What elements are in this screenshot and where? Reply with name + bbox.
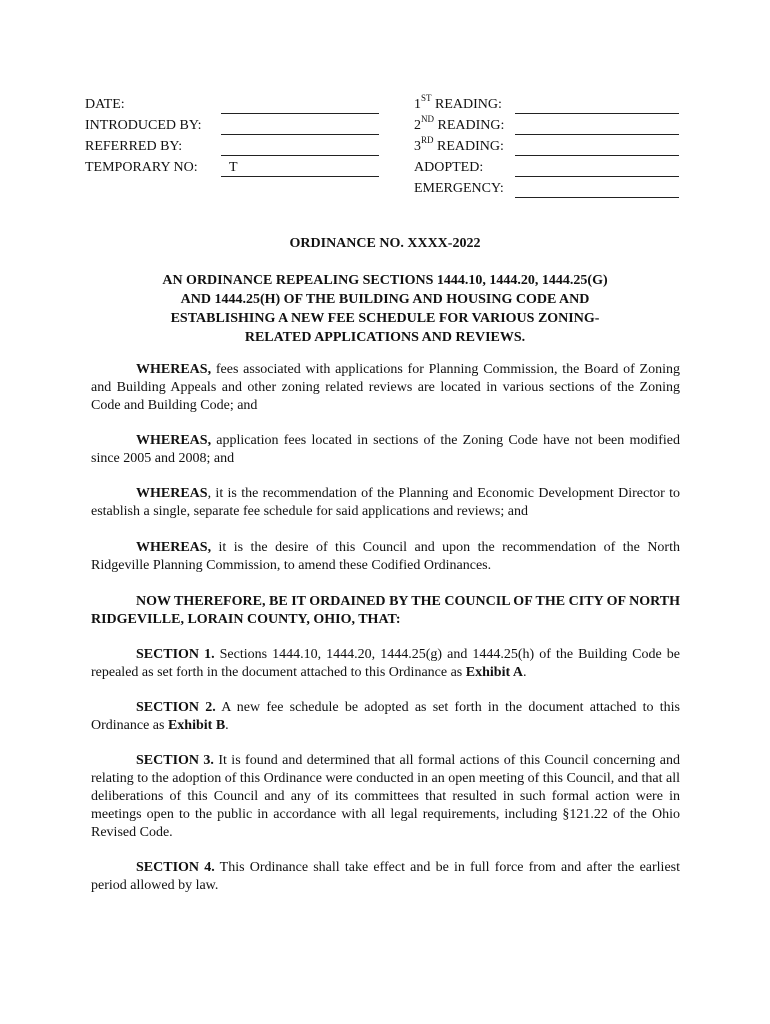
now-therefore-clause: NOW THEREFORE, BE IT ORDAINED BY THE COUNCIL OF THE CITY OF NORTH RIDGEVILLE, LORAIN COUNTY, OHIO, THAT: bbox=[91, 594, 680, 627]
section-3: SECTION 3. It is found and determined that all formal actions of this Council concerning and relating to the adoption of this Ordinance were conducted in an open meeting of this Council, and that all deliberations of this Council and any of its committees that resulted in such formal action were in meetings open to the public in accordance with all legal requirements, including §121.22 of the Ohio Revised Code. bbox=[91, 753, 681, 840]
referred-by-row bbox=[85, 136, 385, 157]
second-reading-field[interactable] bbox=[515, 115, 679, 135]
first-reading-field[interactable] bbox=[515, 94, 679, 114]
section-1: SECTION 1. Sections 1444.10, 1444.20, 1444.25(g) and 1444.25(h) of the Building Code be repealed as set forth in the document attached to this Ordinance as Exhibit A. bbox=[91, 647, 680, 680]
section-4: SECTION 4. This Ordinance shall take effect and be in full force from and after the earliest period allowed by law. bbox=[91, 860, 680, 893]
first-reading-row bbox=[414, 94, 684, 115]
heading-line: AND 1444.25(H) OF THE BUILDING AND HOUSING CODE AND bbox=[180, 292, 590, 307]
emergency-field[interactable] bbox=[515, 178, 679, 198]
heading-line: RELATED APPLICATIONS AND REVIEWS. bbox=[244, 330, 526, 345]
whereas-clause-1: WHEREAS, fees associated with applications for Planning Commission, the Board of Zoning and Building Appeals and other zoning related reviews are located in various sections of the Zoning Code and Building Code; and bbox=[91, 362, 680, 413]
whereas-clause-4: WHEREAS, it is the desire of this Council and upon the recommendation of the North Ridgeville Planning Commission, to amend these Codified Ordinances. bbox=[91, 540, 680, 573]
first-reading-label: 1ST READING: bbox=[414, 93, 502, 112]
second-reading-label: 2ND READING: bbox=[414, 114, 505, 133]
whereas-clause-3: WHEREAS, it is the recommendation of the Planning and Economic Development Director to establish a single, separate fee schedule for said applications and reviews; and bbox=[91, 486, 680, 519]
introduced-by-row bbox=[85, 115, 385, 136]
temporary-no-value: T bbox=[229, 160, 238, 175]
second-reading-row bbox=[414, 115, 684, 136]
date-label: DATE: bbox=[85, 97, 125, 112]
adopted-label: ADOPTED: bbox=[414, 160, 484, 175]
introduced-by-label: INTRODUCED BY: bbox=[85, 118, 202, 133]
whereas-clause-2: WHEREAS, application fees located in sections of the Zoning Code have not been modified since 2005 and 2008; and bbox=[91, 433, 680, 466]
emergency-label: EMERGENCY: bbox=[414, 181, 504, 196]
date-row bbox=[85, 94, 385, 115]
temporary-no-label: TEMPORARY NO: bbox=[85, 160, 198, 175]
heading-line: ESTABLISHING A NEW FEE SCHEDULE FOR VARIOUS ZONING- bbox=[170, 311, 600, 326]
emergency-row bbox=[414, 178, 684, 199]
third-reading-field[interactable] bbox=[515, 136, 679, 156]
header-left bbox=[85, 94, 385, 178]
ordinance-number: ORDINANCE NO. XXXX-2022 bbox=[289, 236, 481, 251]
introduced-by-field[interactable] bbox=[221, 115, 379, 135]
referred-by-label: REFERRED BY: bbox=[85, 139, 183, 154]
temporary-no-field[interactable] bbox=[221, 157, 379, 177]
third-reading-label: 3RD READING: bbox=[414, 135, 504, 154]
adopted-row bbox=[414, 157, 684, 178]
third-reading-row bbox=[414, 136, 684, 157]
ordinance-heading bbox=[0, 271, 770, 347]
referred-by-field[interactable] bbox=[221, 136, 379, 156]
section-2: SECTION 2. A new fee schedule be adopted as set forth in the document attached to this Ordinance as Exhibit B. bbox=[91, 700, 680, 733]
temporary-no-row bbox=[85, 157, 385, 178]
header-right bbox=[414, 94, 684, 199]
heading-line: AN ORDINANCE REPEALING SECTIONS 1444.10, 1444.20, 1444.25(G) bbox=[162, 273, 608, 288]
date-field[interactable] bbox=[221, 94, 379, 114]
adopted-field[interactable] bbox=[515, 157, 679, 177]
